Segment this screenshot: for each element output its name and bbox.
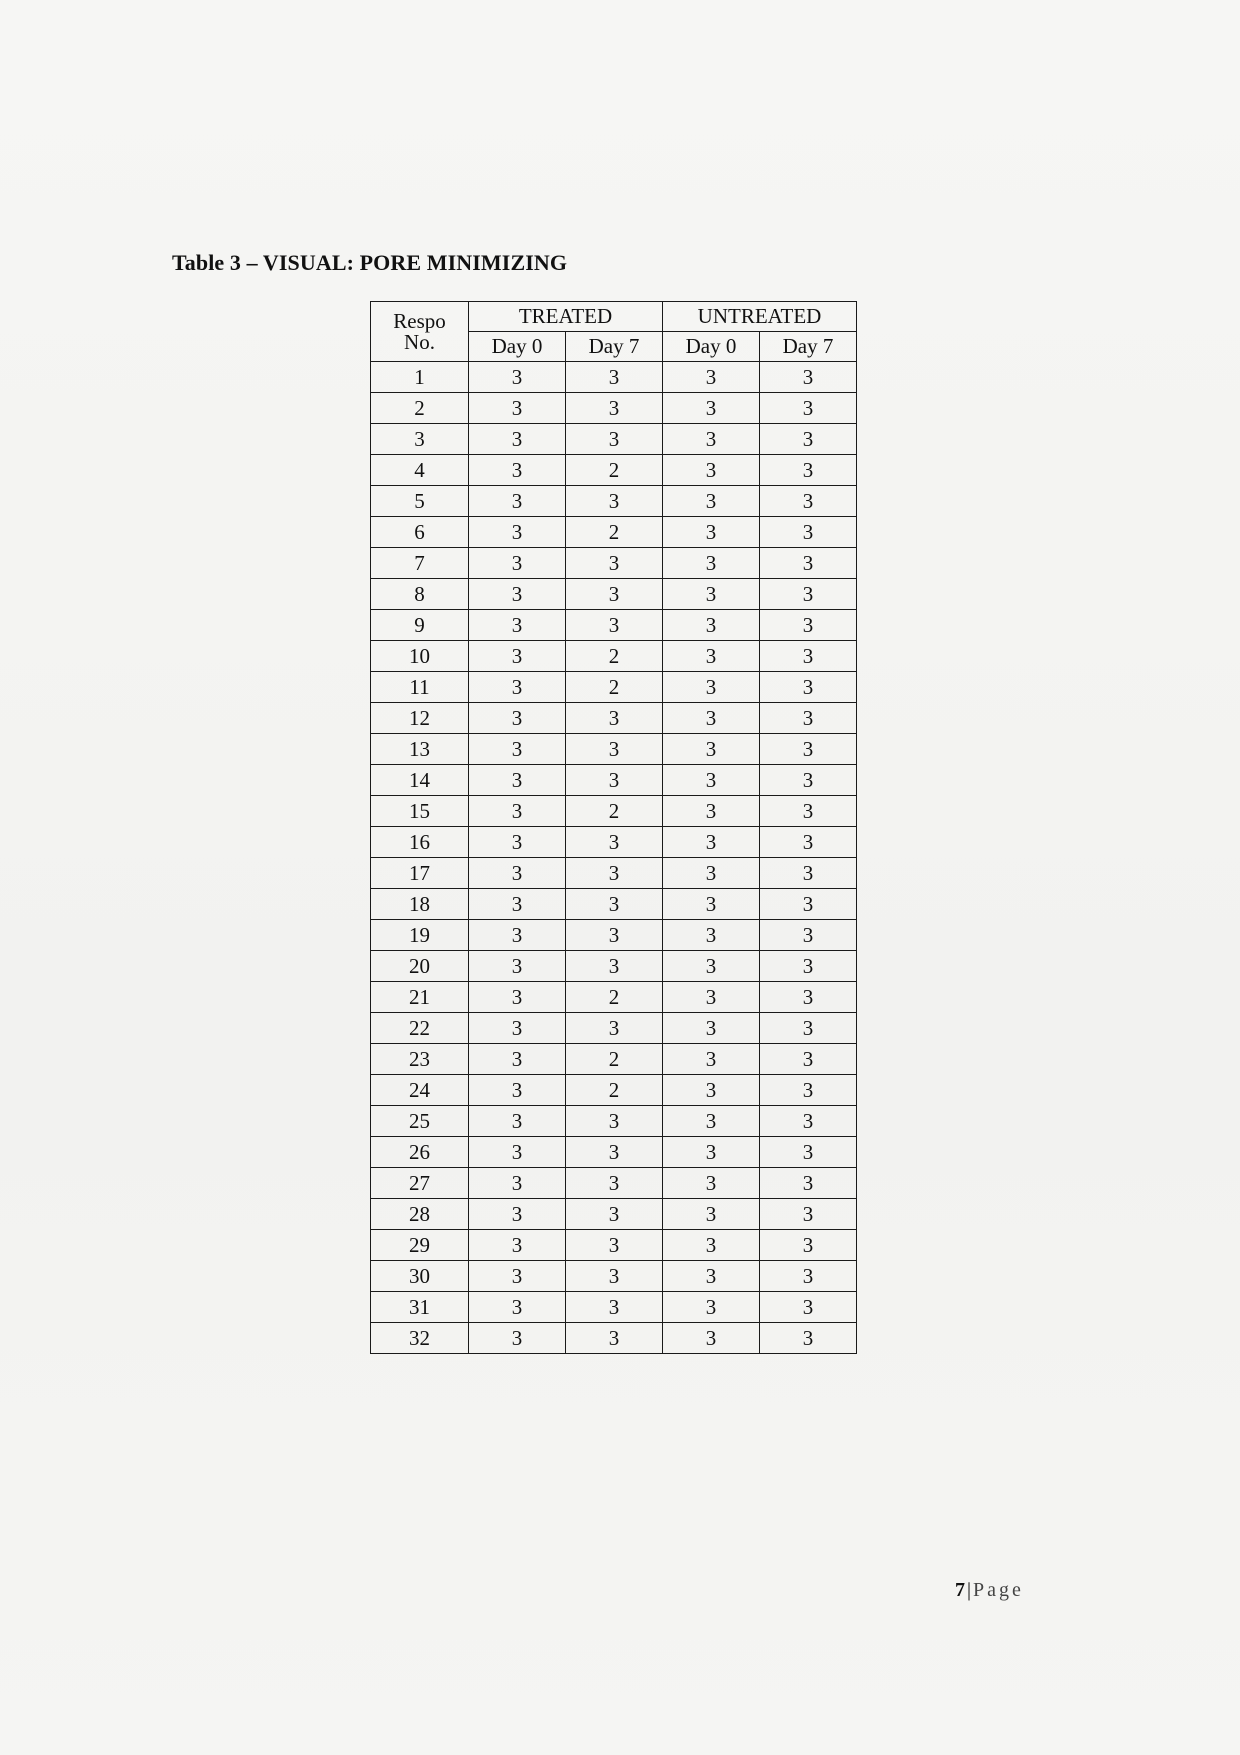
- untreated-day7-cell: 3: [760, 1292, 857, 1323]
- treated-day7-cell: 3: [566, 1137, 663, 1168]
- treated-day7-cell: 3: [566, 610, 663, 641]
- untreated-day0-cell: 3: [663, 1137, 760, 1168]
- table-header-row-groups: [371, 302, 857, 332]
- table-row: [371, 1292, 857, 1323]
- table-row: [371, 920, 857, 951]
- untreated-day0-cell: 3: [663, 1323, 760, 1354]
- untreated-day0-cell: 3: [663, 548, 760, 579]
- respondent-number-cell: 26: [371, 1137, 469, 1168]
- table-row: [371, 393, 857, 424]
- treated-day0-cell: 3: [469, 424, 566, 455]
- table-row: [371, 734, 857, 765]
- respondent-number-cell: 13: [371, 734, 469, 765]
- untreated-day0-cell: 3: [663, 858, 760, 889]
- treated-day0-cell: 3: [469, 1106, 566, 1137]
- treated-day0-cell: 3: [469, 579, 566, 610]
- page-label: Page: [973, 1579, 1024, 1601]
- treated-day7-cell: 3: [566, 1230, 663, 1261]
- treated-day7-cell: 2: [566, 641, 663, 672]
- treated-day0-cell: 3: [469, 1261, 566, 1292]
- treated-day0-cell: 3: [469, 1292, 566, 1323]
- page-separator: |: [967, 1579, 972, 1601]
- table-row: [371, 1137, 857, 1168]
- untreated-day0-cell: 3: [663, 703, 760, 734]
- respondent-number-cell: 12: [371, 703, 469, 734]
- untreated-day0-cell: 3: [663, 734, 760, 765]
- untreated-day7-cell: 3: [760, 455, 857, 486]
- table-row: [371, 1106, 857, 1137]
- treated-day7-cell: 3: [566, 827, 663, 858]
- table-title: Table 3 – VISUAL: PORE MINIMIZING: [172, 250, 568, 275]
- untreated-day0-cell: 3: [663, 889, 760, 920]
- untreated-day0-cell: 3: [663, 1292, 760, 1323]
- treated-day0-cell: 3: [469, 641, 566, 672]
- treated-day0-cell: 3: [469, 796, 566, 827]
- treated-day0-cell: 3: [469, 517, 566, 548]
- respondent-number-cell: 31: [371, 1292, 469, 1323]
- treated-day7-cell: 2: [566, 1075, 663, 1106]
- table-row: [371, 579, 857, 610]
- respondent-number-cell: 3: [371, 424, 469, 455]
- respondent-number-cell: 14: [371, 765, 469, 796]
- untreated-day7-cell: 3: [760, 1137, 857, 1168]
- respondent-number-cell: 32: [371, 1323, 469, 1354]
- untreated-day0-cell: 3: [663, 610, 760, 641]
- respondent-number-cell: 1: [371, 362, 469, 393]
- untreated-day7-cell: 3: [760, 765, 857, 796]
- treated-day0-cell: 3: [469, 455, 566, 486]
- treated-day7-cell: 3: [566, 579, 663, 610]
- untreated-day7-cell: 3: [760, 703, 857, 734]
- treated-day7-cell: 3: [566, 1323, 663, 1354]
- untreated-day7-cell: 3: [760, 579, 857, 610]
- treated-group-header: TREATED: [469, 302, 663, 332]
- untreated-day7-cell: 3: [760, 920, 857, 951]
- treated-day7-cell: 2: [566, 672, 663, 703]
- untreated-day7-cell: 3: [760, 1323, 857, 1354]
- treated-day0-header: Day 0: [469, 332, 566, 362]
- untreated-day7-cell: 3: [760, 1075, 857, 1106]
- respondent-number-cell: 29: [371, 1230, 469, 1261]
- respondent-number-cell: 25: [371, 1106, 469, 1137]
- untreated-day7-cell: 3: [760, 827, 857, 858]
- untreated-day7-cell: 3: [760, 1230, 857, 1261]
- respondent-number-cell: 11: [371, 672, 469, 703]
- table-row: [371, 1230, 857, 1261]
- table-row: [371, 1044, 857, 1075]
- untreated-day7-cell: 3: [760, 424, 857, 455]
- treated-day7-cell: 3: [566, 393, 663, 424]
- untreated-day0-header: Day 0: [663, 332, 760, 362]
- untreated-day0-cell: 3: [663, 920, 760, 951]
- untreated-day7-cell: 3: [760, 889, 857, 920]
- respondent-number-cell: 17: [371, 858, 469, 889]
- untreated-day7-cell: 3: [760, 951, 857, 982]
- table-row: [371, 610, 857, 641]
- respondent-number-cell: 19: [371, 920, 469, 951]
- table-row: [371, 858, 857, 889]
- treated-day7-cell: 3: [566, 1013, 663, 1044]
- treated-day0-cell: 3: [469, 1199, 566, 1230]
- treated-day7-header: Day 7: [566, 332, 663, 362]
- untreated-day7-cell: 3: [760, 1261, 857, 1292]
- table-row: [371, 517, 857, 548]
- respondent-number-cell: 10: [371, 641, 469, 672]
- untreated-day7-cell: 3: [760, 548, 857, 579]
- respondent-number-cell: 18: [371, 889, 469, 920]
- treated-day0-cell: 3: [469, 1230, 566, 1261]
- untreated-day0-cell: 3: [663, 796, 760, 827]
- untreated-day7-cell: 3: [760, 796, 857, 827]
- untreated-day7-cell: 3: [760, 858, 857, 889]
- respondent-number-cell: 21: [371, 982, 469, 1013]
- treated-day0-cell: 3: [469, 1168, 566, 1199]
- untreated-day7-cell: 3: [760, 1106, 857, 1137]
- table-row: [371, 982, 857, 1013]
- untreated-day0-cell: 3: [663, 424, 760, 455]
- untreated-day7-cell: 3: [760, 1013, 857, 1044]
- table-row: [371, 796, 857, 827]
- respondent-number-cell: 15: [371, 796, 469, 827]
- table-row: [371, 1075, 857, 1106]
- table-row: [371, 641, 857, 672]
- respondent-number-cell: 7: [371, 548, 469, 579]
- treated-day7-cell: 3: [566, 1199, 663, 1230]
- untreated-day0-cell: 3: [663, 1013, 760, 1044]
- page-footer: [955, 1579, 1024, 1602]
- treated-day0-cell: 3: [469, 827, 566, 858]
- untreated-day7-cell: 3: [760, 672, 857, 703]
- treated-day0-cell: 3: [469, 1075, 566, 1106]
- respondent-number-cell: 4: [371, 455, 469, 486]
- respondent-number-cell: 23: [371, 1044, 469, 1075]
- treated-day7-cell: 3: [566, 858, 663, 889]
- treated-day0-cell: 3: [469, 1137, 566, 1168]
- table-row: [371, 424, 857, 455]
- treated-day0-cell: 3: [469, 548, 566, 579]
- treated-day7-cell: 3: [566, 1261, 663, 1292]
- treated-day0-cell: 3: [469, 486, 566, 517]
- untreated-day0-cell: 3: [663, 641, 760, 672]
- treated-day0-cell: 3: [469, 951, 566, 982]
- treated-day7-cell: 3: [566, 1106, 663, 1137]
- table-row: [371, 951, 857, 982]
- untreated-day7-cell: 3: [760, 393, 857, 424]
- treated-day0-cell: 3: [469, 672, 566, 703]
- treated-day0-cell: 3: [469, 362, 566, 393]
- treated-day7-cell: 3: [566, 424, 663, 455]
- untreated-group-header: UNTREATED: [663, 302, 857, 332]
- untreated-day0-cell: 3: [663, 455, 760, 486]
- respondent-number-cell: 9: [371, 610, 469, 641]
- table-row: [371, 1199, 857, 1230]
- table-row: [371, 889, 857, 920]
- treated-day7-cell: 3: [566, 920, 663, 951]
- table-row: [371, 1323, 857, 1354]
- treated-day7-cell: 3: [566, 486, 663, 517]
- respondent-header-line1: Respo: [393, 308, 446, 333]
- table-body: [371, 362, 857, 1354]
- untreated-day7-cell: 3: [760, 486, 857, 517]
- treated-day7-cell: 3: [566, 734, 663, 765]
- respondent-number-cell: 22: [371, 1013, 469, 1044]
- table-row: [371, 1168, 857, 1199]
- respondent-number-cell: 8: [371, 579, 469, 610]
- respondent-number-header: [371, 302, 469, 362]
- treated-day7-cell: 2: [566, 1044, 663, 1075]
- treated-day0-cell: 3: [469, 1323, 566, 1354]
- treated-day7-cell: 2: [566, 796, 663, 827]
- untreated-day0-cell: 3: [663, 362, 760, 393]
- treated-day0-cell: 3: [469, 1013, 566, 1044]
- table-row: [371, 1261, 857, 1292]
- respondent-number-cell: 16: [371, 827, 469, 858]
- treated-day7-cell: 3: [566, 548, 663, 579]
- pore-minimizing-table: [370, 301, 857, 1354]
- table-row: [371, 672, 857, 703]
- table-row: [371, 703, 857, 734]
- table-row: [371, 548, 857, 579]
- untreated-day0-cell: 3: [663, 765, 760, 796]
- treated-day0-cell: 3: [469, 858, 566, 889]
- untreated-day0-cell: 3: [663, 1261, 760, 1292]
- treated-day0-cell: 3: [469, 889, 566, 920]
- untreated-day7-header: Day 7: [760, 332, 857, 362]
- treated-day7-cell: 3: [566, 1168, 663, 1199]
- treated-day0-cell: 3: [469, 920, 566, 951]
- untreated-day0-cell: 3: [663, 1075, 760, 1106]
- treated-day7-cell: 3: [566, 889, 663, 920]
- untreated-day7-cell: 3: [760, 610, 857, 641]
- untreated-day7-cell: 3: [760, 734, 857, 765]
- table-row: [371, 486, 857, 517]
- treated-day0-cell: 3: [469, 1044, 566, 1075]
- table-row: [371, 362, 857, 393]
- treated-day7-cell: 3: [566, 765, 663, 796]
- respondent-number-cell: 6: [371, 517, 469, 548]
- respondent-number-cell: 20: [371, 951, 469, 982]
- table-row: [371, 765, 857, 796]
- untreated-day7-cell: 3: [760, 517, 857, 548]
- untreated-day0-cell: 3: [663, 982, 760, 1013]
- untreated-day0-cell: 3: [663, 951, 760, 982]
- treated-day0-cell: 3: [469, 393, 566, 424]
- respondent-number-cell: 30: [371, 1261, 469, 1292]
- untreated-day0-cell: 3: [663, 393, 760, 424]
- untreated-day0-cell: 3: [663, 579, 760, 610]
- treated-day7-cell: 2: [566, 982, 663, 1013]
- treated-day7-cell: 3: [566, 703, 663, 734]
- respondent-number-cell: 5: [371, 486, 469, 517]
- respondent-number-cell: 24: [371, 1075, 469, 1106]
- untreated-day7-cell: 3: [760, 1199, 857, 1230]
- respondent-number-cell: 2: [371, 393, 469, 424]
- treated-day0-cell: 3: [469, 982, 566, 1013]
- treated-day7-cell: 2: [566, 517, 663, 548]
- untreated-day0-cell: 3: [663, 672, 760, 703]
- treated-day7-cell: 3: [566, 951, 663, 982]
- untreated-day7-cell: 3: [760, 982, 857, 1013]
- untreated-day0-cell: 3: [663, 517, 760, 548]
- treated-day0-cell: 3: [469, 765, 566, 796]
- untreated-day7-cell: 3: [760, 1168, 857, 1199]
- page-number: 7: [955, 1579, 965, 1601]
- untreated-day0-cell: 3: [663, 1168, 760, 1199]
- untreated-day0-cell: 3: [663, 486, 760, 517]
- table-row: [371, 1013, 857, 1044]
- untreated-day0-cell: 3: [663, 1044, 760, 1075]
- untreated-day7-cell: 3: [760, 641, 857, 672]
- untreated-day7-cell: 3: [760, 362, 857, 393]
- treated-day0-cell: 3: [469, 610, 566, 641]
- treated-day7-cell: 3: [566, 362, 663, 393]
- table-row: [371, 827, 857, 858]
- respondent-header-line2: No.: [404, 329, 435, 354]
- untreated-day0-cell: 3: [663, 1106, 760, 1137]
- untreated-day0-cell: 3: [663, 1230, 760, 1261]
- treated-day7-cell: 3: [566, 1292, 663, 1323]
- treated-day0-cell: 3: [469, 734, 566, 765]
- untreated-day0-cell: 3: [663, 1199, 760, 1230]
- respondent-number-cell: 28: [371, 1199, 469, 1230]
- untreated-day0-cell: 3: [663, 827, 760, 858]
- respondent-number-cell: 27: [371, 1168, 469, 1199]
- treated-day0-cell: 3: [469, 703, 566, 734]
- treated-day7-cell: 2: [566, 455, 663, 486]
- table-row: [371, 455, 857, 486]
- untreated-day7-cell: 3: [760, 1044, 857, 1075]
